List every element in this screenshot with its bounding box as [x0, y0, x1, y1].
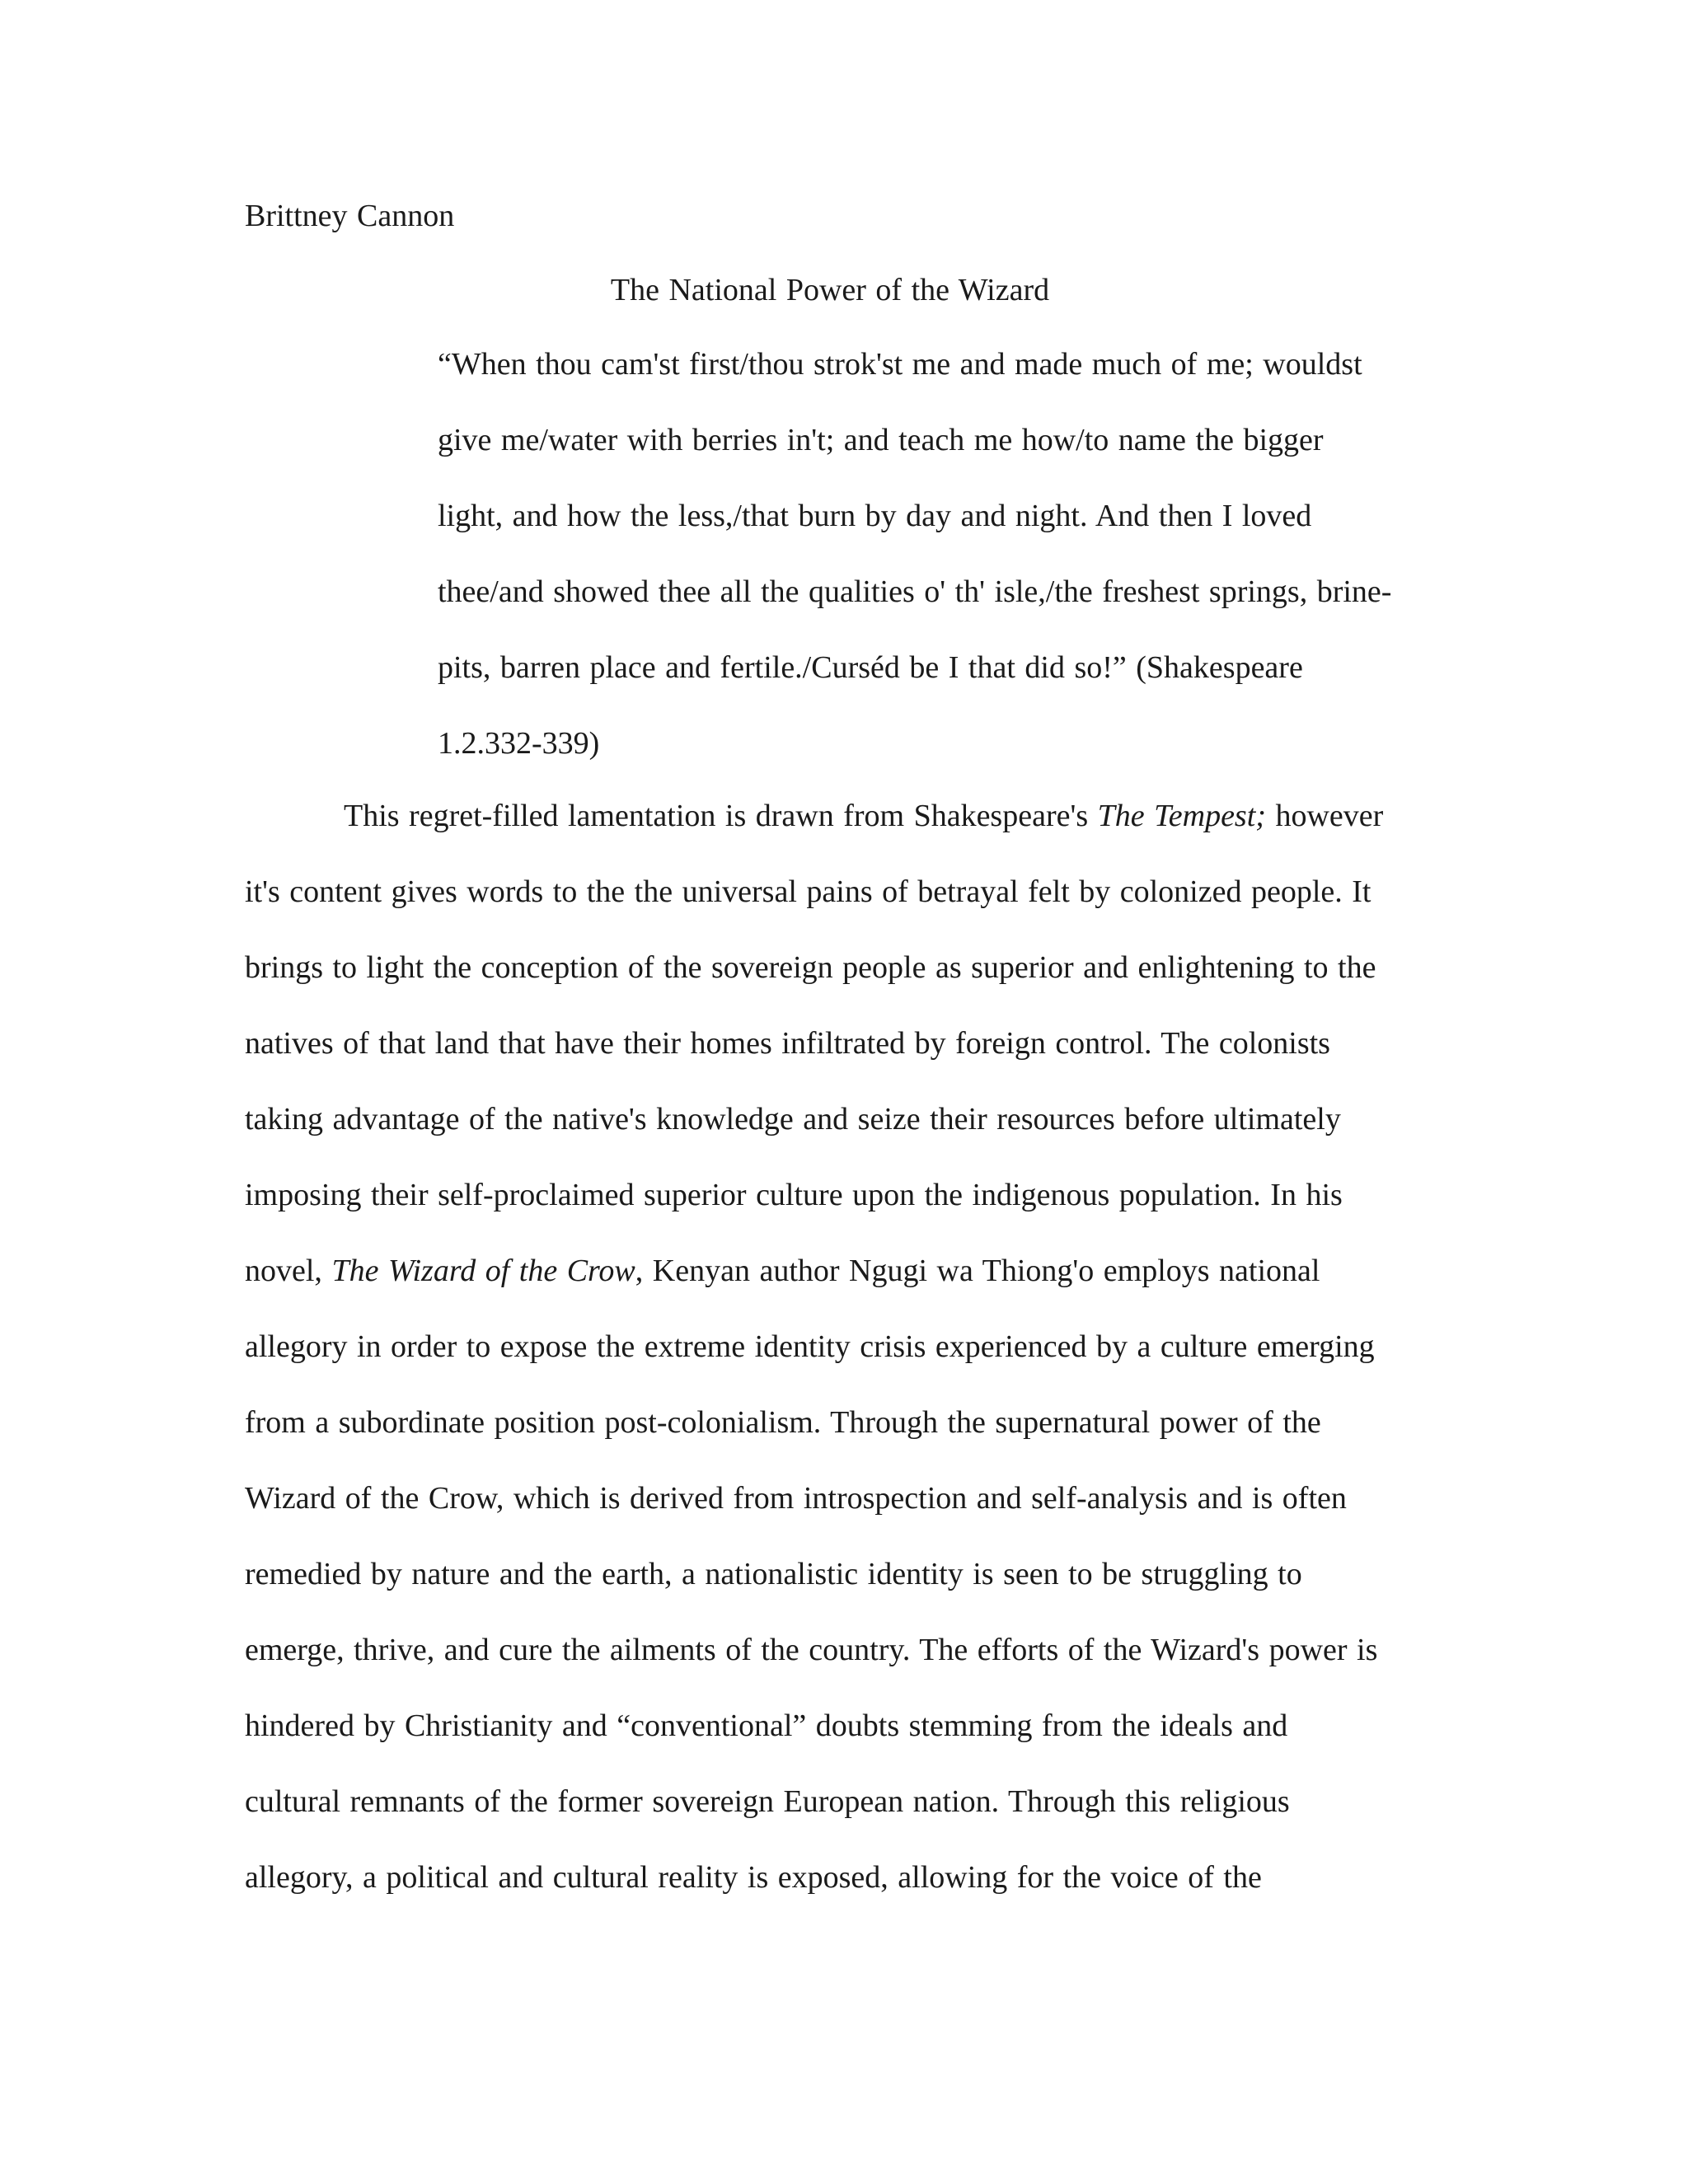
quote-line: 1.2.332-339)	[438, 726, 600, 761]
body-text: , Kenyan author Ngugi wa Thiong'o employs national	[635, 1254, 1320, 1288]
block-quote	[438, 346, 1418, 801]
body-line: remedied by nature and the earth, a nationalistic identity is seen to be struggling to	[245, 1557, 1302, 1591]
body-paragraph	[245, 798, 1423, 1935]
body-text: however	[1265, 799, 1384, 833]
author-name: Brittney Cannon	[245, 199, 455, 233]
italic-title: The Wizard of the Crow	[331, 1254, 635, 1288]
body-text: This regret-filled lamentation is drawn from Shakespeare's	[344, 799, 1098, 833]
italic-title: The Tempest;	[1097, 799, 1266, 833]
body-line: it's content gives words to the the universal pains of betrayal felt by colonized people. It	[245, 874, 1372, 909]
body-line: from a subordinate position post-colonialism. Through the supernatural power of the	[245, 1405, 1321, 1440]
quote-line: pits, barren place and fertile./Curséd be I that did so!” (Shakespeare	[438, 650, 1303, 685]
body-line: allegory in order to expose the extreme identity crisis experienced by a culture emerging	[245, 1329, 1375, 1364]
essay-title	[0, 272, 1688, 308]
body-line: cultural remnants of the former sovereign European nation. Through this religious	[245, 1784, 1290, 1819]
quote-line: thee/and showed thee all the qualities o' th' isle,/the freshest springs, brine-	[438, 574, 1392, 609]
body-line: allegory, a political and cultural reality is exposed, allowing for the voice of the	[245, 1860, 1262, 1895]
body-line: imposing their self-proclaimed superior culture upon the indigenous population. In his	[245, 1178, 1343, 1212]
body-line	[245, 798, 1423, 874]
body-line: natives of that land that have their homes infiltrated by foreign control. The colonists	[245, 1026, 1330, 1061]
body-line	[245, 1253, 1423, 1329]
body-line: emerge, thrive, and cure the ailments of the country. The efforts of the Wizard's power is	[245, 1633, 1378, 1667]
body-line: brings to light the conception of the sovereign people as superior and enlightening to the	[245, 950, 1376, 985]
body-line: hindered by Christianity and “conventional” doubts stemming from the ideals and	[245, 1708, 1288, 1743]
quote-line: give me/water with berries in't; and teach me how/to name the bigger	[438, 423, 1324, 457]
body-line: Wizard of the Crow, which is derived from introspection and self-analysis and is often	[245, 1481, 1347, 1516]
quote-line: light, and how the less,/that burn by day and night. And then I loved	[438, 499, 1312, 533]
body-line: taking advantage of the native's knowledge and seize their resources before ultimately	[245, 1102, 1341, 1137]
quote-line: “When thou cam'st first/thou strok'st me and made much of me; wouldst	[438, 347, 1362, 382]
body-text: novel,	[245, 1254, 332, 1288]
essay-title-text: The National Power of the Wizard	[610, 273, 1050, 307]
